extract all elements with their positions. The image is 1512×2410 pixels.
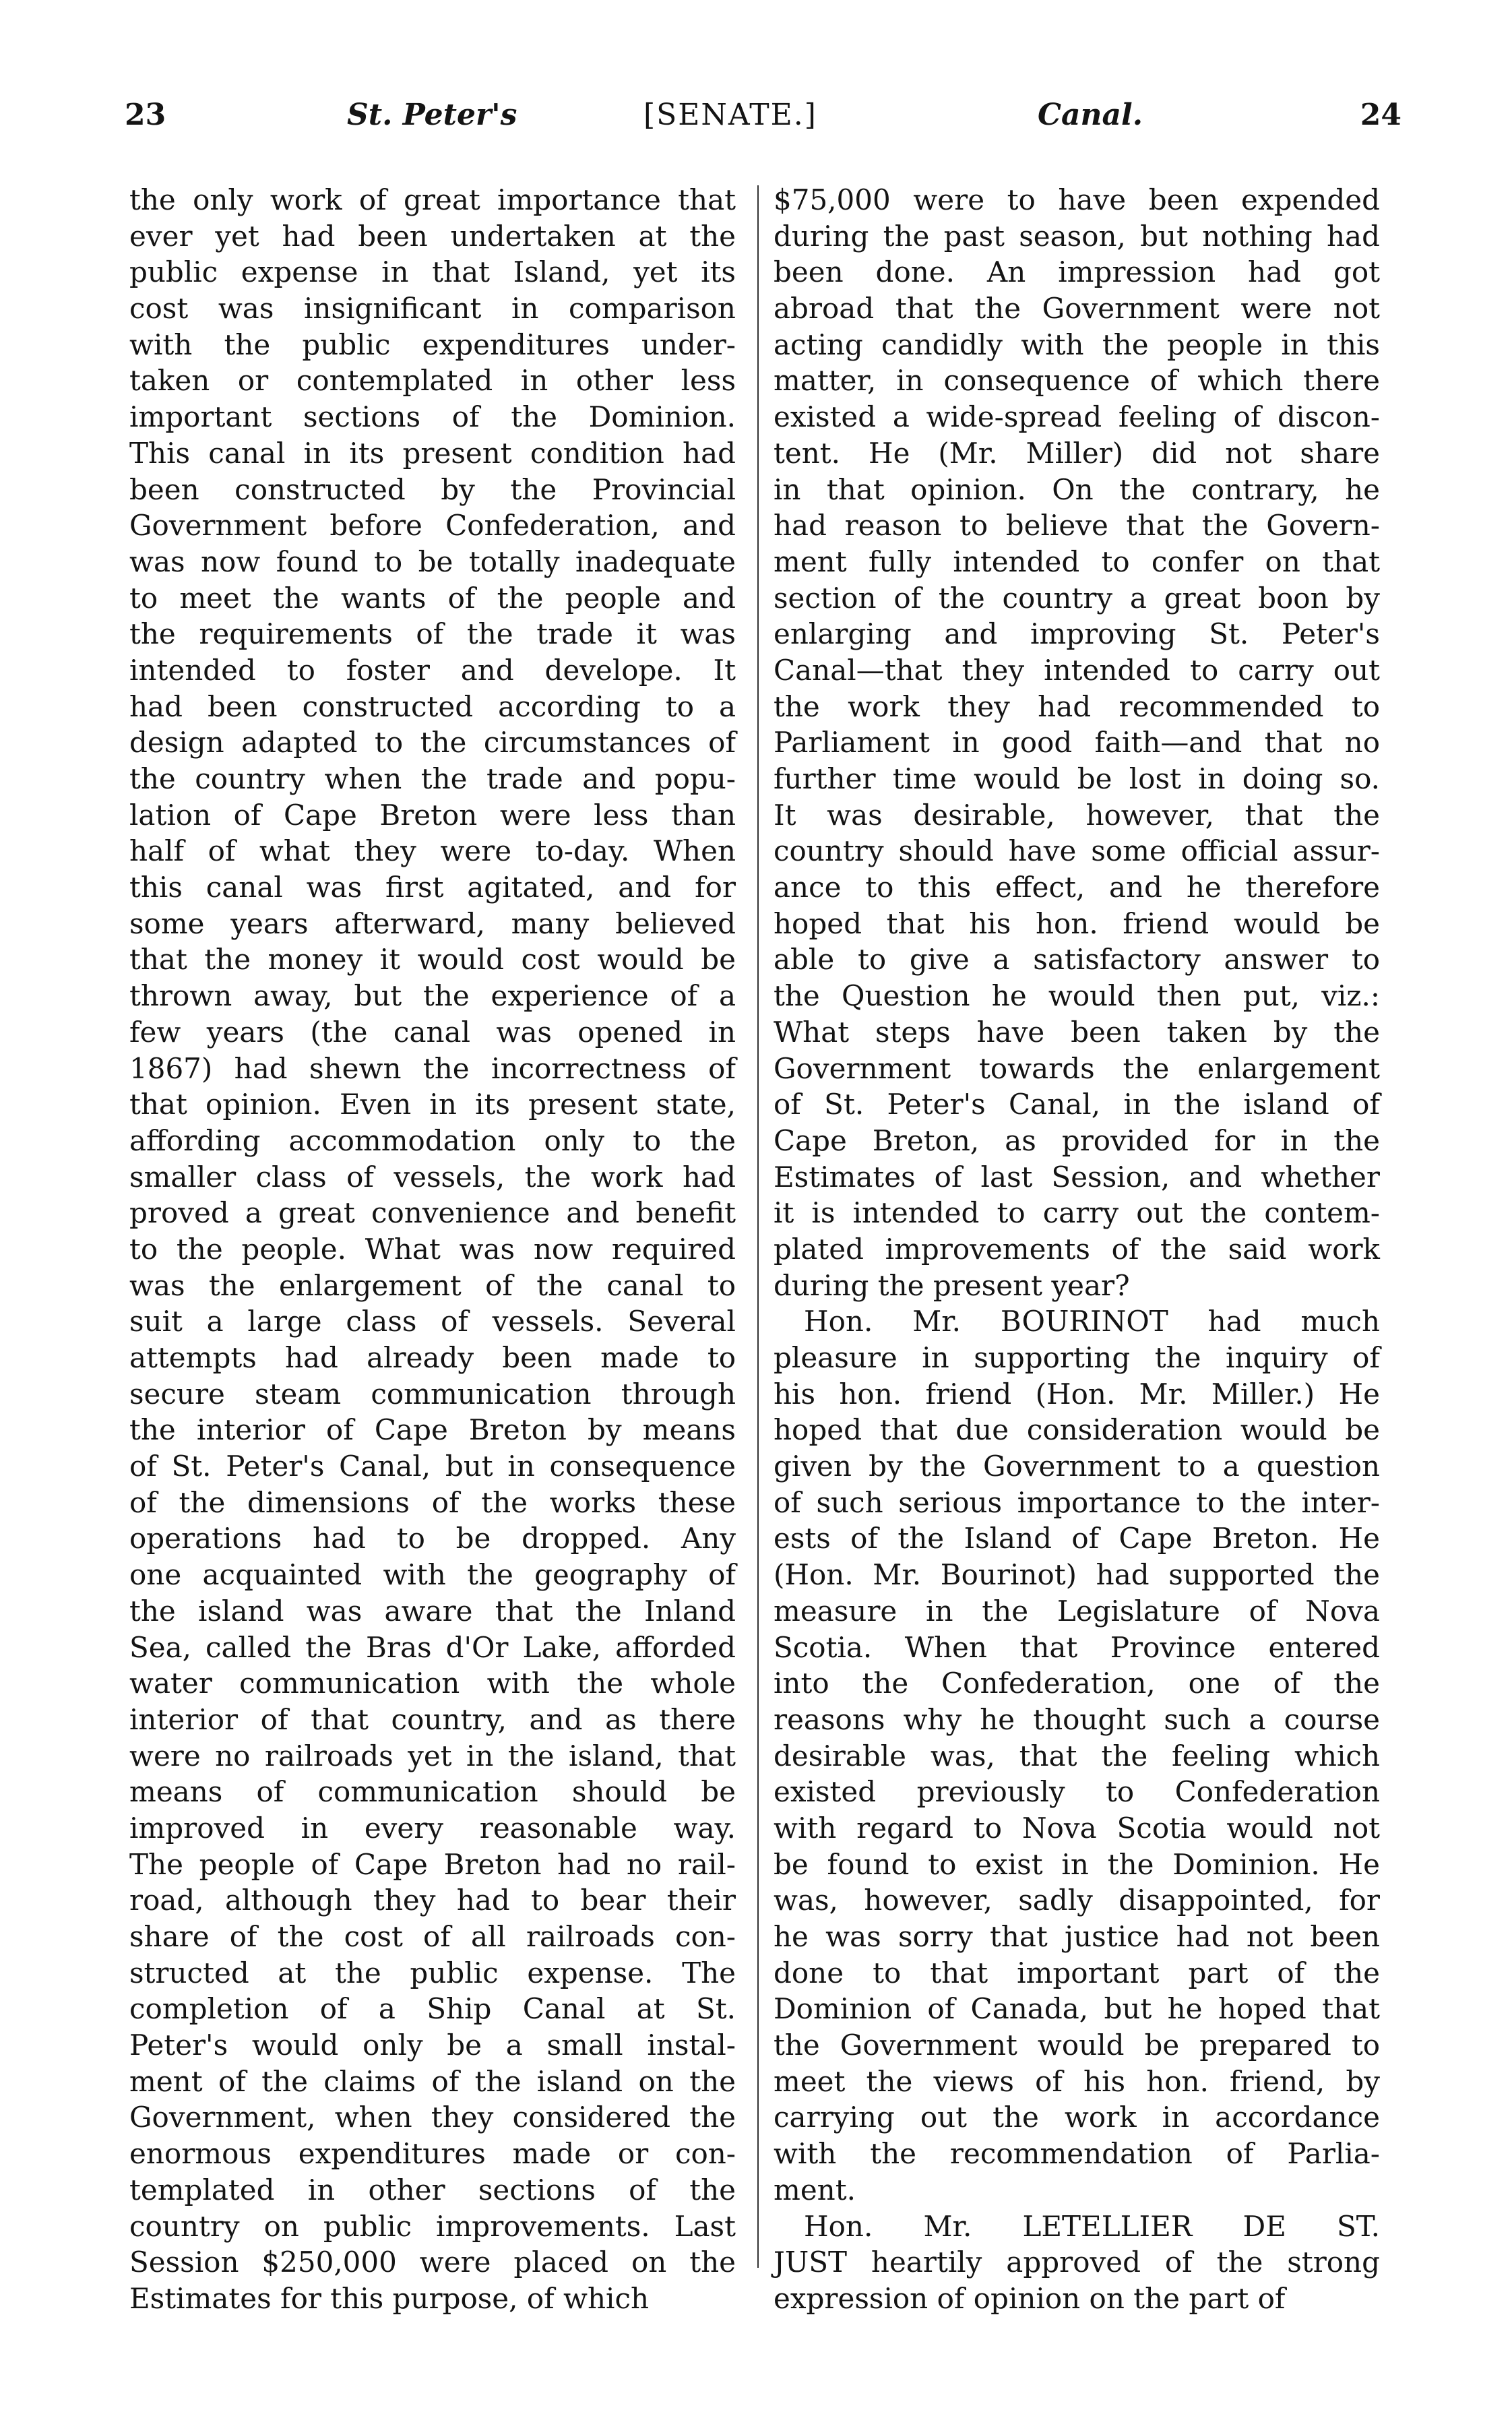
- text-line: proved a great convenience and benefit: [129, 1196, 736, 1230]
- text-line: of St. Peter's Canal, in the island of: [774, 1088, 1380, 1121]
- text-line: this canal was first agitated, and for: [129, 871, 736, 904]
- text-line: Estimates of last Session, and whether: [774, 1160, 1380, 1194]
- text-line: Peter's would only be a small instal-: [129, 2029, 736, 2062]
- text-line: had been constructed according to a: [129, 689, 736, 723]
- text-line: ment fully intended to confer on that: [774, 545, 1380, 578]
- text-line: with regard to Nova Scotia would not: [774, 1811, 1380, 1845]
- text-line: interior of that country, and as there: [129, 1702, 736, 1736]
- text-line: some years afterward, many believed: [129, 906, 736, 940]
- text-line: Session $250,000 were placed on the: [129, 2246, 736, 2279]
- text-line: during the present year?: [774, 1268, 1130, 1302]
- text-line: carrying out the work in accordance: [774, 2101, 1380, 2134]
- text-line: Sea, called the Bras d'Or Lake, afforded: [129, 1630, 736, 1664]
- text-line: Dominion of Canada, but he hoped that: [774, 1992, 1380, 2026]
- text-line: means of communication should be: [129, 1775, 736, 1809]
- text-line: intended to foster and develope. It: [129, 653, 736, 687]
- text-line: The people of Cape Breton had no rail-: [129, 1847, 736, 1881]
- text-line: attempts had already been made to: [129, 1341, 736, 1374]
- text-line: suit a large class of vessels. Several: [129, 1305, 736, 1338]
- text-line: enlarging and improving St. Peter's: [774, 617, 1380, 651]
- text-line: the only work of great importance that: [129, 183, 736, 216]
- text-line: the Government would be prepared to: [774, 2029, 1380, 2062]
- text-line: 1867) had shewn the incorrectness of: [129, 1051, 736, 1085]
- text-line: Canal—that they intended to carry out: [774, 653, 1380, 687]
- text-line: been done. An impression had got: [774, 255, 1380, 289]
- text-line: the interior of Cape Breton by means: [129, 1413, 736, 1447]
- text-line: pleasure in supporting the inquiry of: [774, 1341, 1380, 1374]
- text-line: was now found to be totally inadequate: [129, 545, 736, 578]
- text-line: of the dimensions of the works these: [129, 1485, 736, 1519]
- text-line: enormous expenditures made or con-: [129, 2137, 736, 2171]
- text-line: in that opinion. On the contrary, he: [774, 472, 1380, 506]
- text-line: plated improvements of the said work: [774, 1232, 1380, 1266]
- text-line: of St. Peter's Canal, but in consequence: [129, 1450, 736, 1483]
- text-line: abroad that the Government were not: [774, 292, 1380, 326]
- text-line: templated in other sections of the: [129, 2173, 736, 2206]
- text-line: expression of opinion on the part of: [774, 2281, 1286, 2315]
- running-title-left: St. Peter's: [347, 98, 517, 132]
- left-column: [129, 182, 736, 2317]
- text-line: water communication with the whole: [129, 1667, 736, 1700]
- text-line: important sections of the Dominion.: [129, 400, 736, 434]
- text-line: What steps have been taken by the: [774, 1015, 1380, 1049]
- text-line: the work they had recommended to: [774, 689, 1380, 723]
- text-line: that the money it would cost would be: [129, 943, 736, 977]
- text-line: were no railroads yet in the island, that: [129, 1739, 736, 1772]
- text-line: was the enlargement of the canal to: [129, 1268, 736, 1302]
- text-line: with the recommendation of Parlia-: [774, 2137, 1380, 2171]
- text-line: public expense in that Island, yet its: [129, 255, 736, 289]
- text-line: country should have some official assur-: [774, 834, 1380, 868]
- text-line: $75,000 were to have been expended: [774, 183, 1380, 216]
- text-line: It was desirable, however, that the: [774, 798, 1380, 832]
- text-line: desirable was, that the feeling which: [774, 1739, 1380, 1772]
- text-line: existed previously to Confederation: [774, 1775, 1380, 1809]
- text-line: secure steam communication through: [129, 1377, 736, 1411]
- text-line: further time would be lost in doing so.: [774, 762, 1380, 795]
- page-number-right: 24: [1360, 98, 1401, 132]
- text-line: section of the country a great boon by: [774, 581, 1380, 615]
- right-column: [774, 182, 1380, 2317]
- text-line: was, however, sadly disappointed, for: [774, 1884, 1380, 1917]
- text-line: it is intended to carry out the contem-: [774, 1196, 1380, 1230]
- text-line: been constructed by the Provincial: [129, 472, 736, 506]
- text-line: he was sorry that justice had not been: [774, 1920, 1380, 1953]
- text-line: able to give a satisfactory answer to: [774, 943, 1380, 977]
- column-divider: [757, 185, 759, 2268]
- text-line: design adapted to the circumstances of: [129, 726, 736, 760]
- text-line: be found to exist in the Dominion. He: [774, 1847, 1380, 1881]
- text-line: few years (the canal was opened in: [129, 1015, 736, 1049]
- text-line: to the people. What was now required: [129, 1232, 736, 1266]
- text-line: tent. He (Mr. Miller) did not share: [774, 436, 1380, 470]
- text-line: affording accommodation only to the: [129, 1123, 736, 1157]
- text-line: hoped that due consideration would be: [774, 1413, 1380, 1447]
- text-line: during the past season, but nothing had: [774, 219, 1380, 253]
- text-line: half of what they were to-day. When: [129, 834, 736, 868]
- text-line: ever yet had been undertaken at the: [129, 219, 736, 253]
- text-line: of such serious importance to the inter-: [774, 1485, 1380, 1519]
- text-line: his hon. friend (Hon. Mr. Miller.) He: [774, 1377, 1380, 1411]
- text-line: JUST heartily approved of the strong: [774, 2246, 1380, 2279]
- text-line: lation of Cape Breton were less than: [129, 798, 736, 832]
- running-title-right: Canal.: [1038, 98, 1143, 132]
- text-line: road, although they had to bear their: [129, 1884, 736, 1917]
- text-line: Hon. Mr. LETELLIER DE ST.: [804, 2209, 1380, 2243]
- text-line: into the Confederation, one of the: [774, 1667, 1380, 1700]
- text-line: ests of the Island of Cape Breton. He: [774, 1522, 1380, 1555]
- text-line: country on public improvements. Last: [129, 2209, 736, 2243]
- text-line: reasons why he thought such a course: [774, 1702, 1380, 1736]
- text-line: had reason to believe that the Govern-: [774, 509, 1380, 543]
- text-line: Government, when they considered the: [129, 2101, 736, 2134]
- text-line: completion of a Ship Canal at St.: [129, 1992, 736, 2026]
- text-line: share of the cost of all railroads con-: [129, 1920, 736, 1953]
- text-line: measure in the Legislature of Nova: [774, 1594, 1380, 1628]
- text-line: existed a wide-spread feeling of discon-: [774, 400, 1380, 434]
- text-line: operations had to be dropped. Any: [129, 1522, 736, 1555]
- text-line: the Question he would then put, viz.:: [774, 979, 1380, 1013]
- text-line: improved in every reasonable way.: [129, 1811, 736, 1845]
- text-line: given by the Government to a question: [774, 1450, 1380, 1483]
- text-line: Scotia. When that Province entered: [774, 1630, 1380, 1664]
- text-line: that opinion. Even in its present state,: [129, 1088, 736, 1121]
- section-label: [SENATE.]: [643, 98, 817, 132]
- text-line: matter, in consequence of which there: [774, 364, 1380, 398]
- text-line: Government towards the enlargement: [774, 1051, 1380, 1085]
- text-line: smaller class of vessels, the work had: [129, 1160, 736, 1194]
- text-line: the country when the trade and popu-: [129, 762, 736, 795]
- text-line: thrown away, but the experience of a: [129, 979, 736, 1013]
- page-number-left: 23: [125, 98, 166, 132]
- text-line: Cape Breton, as provided for in the: [774, 1123, 1380, 1157]
- text-line: ance to this effect, and he therefore: [774, 871, 1380, 904]
- text-line: (Hon. Mr. Bourinot) had supported the: [774, 1558, 1380, 1592]
- text-line: Estimates for this purpose, of which: [129, 2281, 650, 2315]
- text-line: This canal in its present condition had: [129, 436, 736, 470]
- page-header: [125, 98, 1401, 145]
- text-line: Hon. Mr. BOURINOT had much: [804, 1305, 1380, 1338]
- text-line: ment of the claims of the island on the: [129, 2064, 736, 2098]
- text-line: done to that important part of the: [774, 1956, 1380, 1989]
- text-line: hoped that his hon. friend would be: [774, 906, 1380, 940]
- text-line: taken or contemplated in other less: [129, 364, 736, 398]
- text-line: the island was aware that the Inland: [129, 1594, 736, 1628]
- text-line: acting candidly with the people in this: [774, 328, 1380, 361]
- text-line: cost was insignificant in comparison: [129, 292, 736, 326]
- text-line: structed at the public expense. The: [129, 1956, 736, 1989]
- text-line: ment.: [774, 2173, 856, 2206]
- text-line: one acquainted with the geography of: [129, 1558, 736, 1592]
- text-line: the requirements of the trade it was: [129, 617, 736, 651]
- text-line: meet the views of his hon. friend, by: [774, 2064, 1380, 2098]
- text-line: Parliament in good faith—and that no: [774, 726, 1380, 760]
- text-line: to meet the wants of the people and: [129, 581, 736, 615]
- text-line: Government before Confederation, and: [129, 509, 736, 543]
- text-line: with the public expenditures under-: [129, 328, 736, 361]
